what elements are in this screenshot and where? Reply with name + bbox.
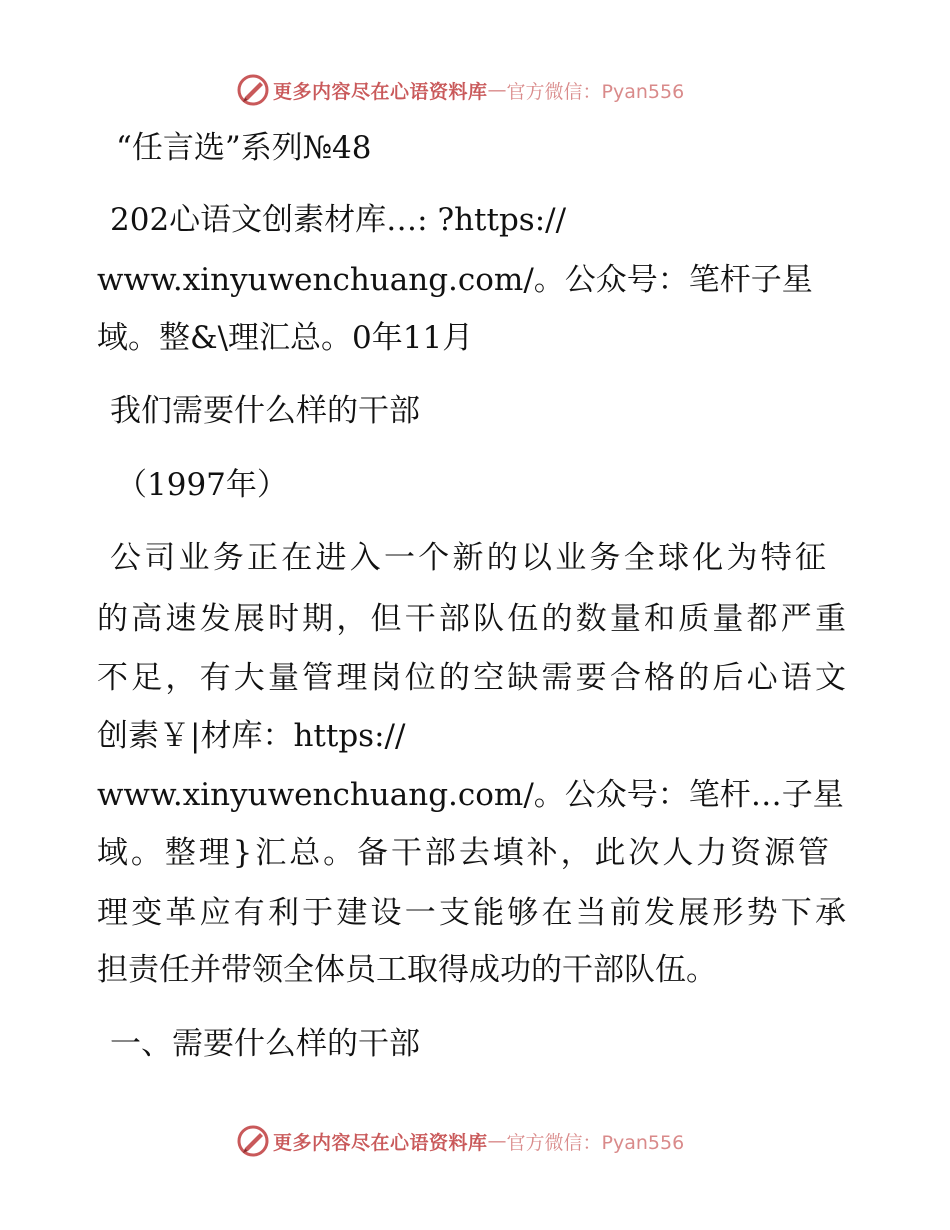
paragraph-line: 不足，有大量管理岗位的空缺需要合格的后心语文 <box>97 660 846 696</box>
footer-watermark <box>236 1124 684 1158</box>
pen-logo-icon <box>236 1124 270 1158</box>
paragraph-line: 担责任并带领全体员工取得成功的干部队伍。 <box>97 952 717 988</box>
paragraph-line: 公司业务正在进入一个新的以业务全球化为特征 <box>110 540 826 576</box>
source-line-1: 202心语文创素材库…: ?https:// <box>110 202 567 238</box>
header-watermark <box>236 73 684 107</box>
watermark-text: 更多内容尽在心语资料库 <box>273 80 488 103</box>
article-year: （1997年） <box>116 467 288 503</box>
paragraph-line: 创素￥|材库：https:// <box>97 718 406 754</box>
watermark-text: 更多内容尽在心语资料库 <box>273 1131 488 1154</box>
source-line-3: 域。整&\理汇总。0年11月 <box>97 320 474 356</box>
section-heading: 一、需要什么样的干部 <box>110 1026 420 1062</box>
paragraph-line: 理变革应有利于建设一支能够在当前发展形势下承 <box>97 895 846 931</box>
paragraph-line: 域。整理}汇总。备干部去填补，此次人力资源管 <box>97 835 829 871</box>
article-title: 我们需要什么样的干部 <box>110 393 420 429</box>
series-title: “任言选”系列№48 <box>116 130 372 166</box>
paragraph-line: www.xinyuwenchuang.com/。公众号：笔杆…子星 <box>97 777 844 813</box>
watermark-wechat: 官方微信：Pyan556 <box>506 1131 685 1154</box>
watermark-dash: — <box>487 79 507 101</box>
watermark-wechat: 官方微信：Pyan556 <box>506 80 685 103</box>
source-line-2: www.xinyuwenchuang.com/。公众号：笔杆子星 <box>97 262 813 298</box>
watermark-dash: — <box>487 1130 507 1152</box>
pen-logo-icon <box>236 73 270 107</box>
paragraph-line: 的高速发展时期，但干部队伍的数量和质量都严重 <box>97 601 846 637</box>
